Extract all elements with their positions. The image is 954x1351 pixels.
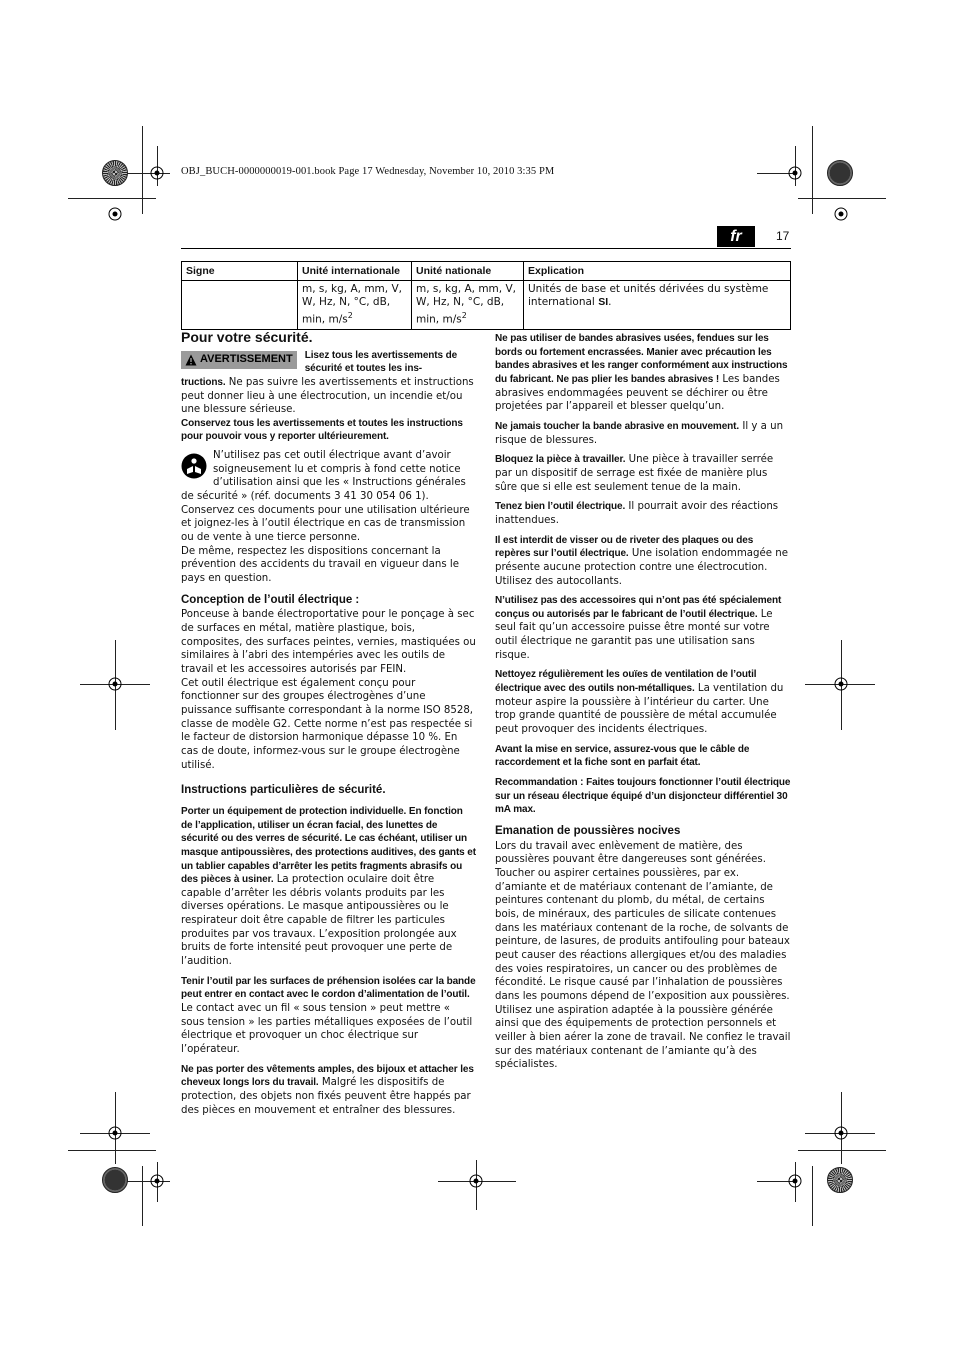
warning-badge bbox=[181, 351, 297, 369]
left-column bbox=[181, 331, 476, 1117]
registration-rosette-icon bbox=[102, 1167, 128, 1193]
registration-rosette-icon bbox=[827, 160, 853, 186]
table-cell-explanation: Unités de base et unités dérivées du système international SI. bbox=[524, 281, 791, 330]
table-row bbox=[182, 281, 791, 330]
table-header-cell: Unité internationale bbox=[298, 262, 412, 281]
paragraph: Tenez bien l’outil électrique. Il pourrait avoir des réactions inattendues. bbox=[495, 501, 779, 526]
paragraph: Toucher ou aspirer certaines poussières, par ex. d’amiante et de matériaux contenant de l’amiante, de peintures contenant du plomb, du métal, de certains bois, de minéraux, des particules de silicate contenues dans les matériaux contenant de la roche, de solvants de peinture, de lasures, de produits antifouling pour bateaux peut causer des réactions allergiques et/ou des maladies des voies respiratoires, un cancer ou des problèmes de fécondité. Le risque causé par l’inhalation de poussières dans les poumons dépend de l’exposition aux poussières. Utilisez une aspiration adaptée à la poussière générée ainsi que des équipements de protection personnels et veiller à bien aérer la zone de travail. Ne confiez le travail sur des matériaux contenant de l’amiante qu’à des spécialistes. bbox=[495, 867, 791, 1071]
paragraph: Il est interdit de visser ou de riveter des plaques ou des repères sur l’outil électrique. Une isolation endommagée ne présente aucune protection contre une électrocution. Utilisez des autocollants. bbox=[495, 534, 788, 587]
paragraph: De même, respectez les dispositions concernant la prévention des accidents du travail en vigueur dans le pays en question. bbox=[181, 545, 459, 585]
crosshair-icon bbox=[784, 1170, 806, 1192]
subheading: Emanation de poussières nocives bbox=[495, 825, 681, 837]
right-column bbox=[495, 332, 791, 1072]
book-header: OBJ_BUCH-0000000019-001.book Page 17 Wednesday, November 10, 2010 3:35 PM bbox=[181, 166, 555, 177]
crosshair-icon bbox=[830, 673, 852, 695]
units-table bbox=[181, 261, 791, 330]
paragraph: Ne jamais toucher la bande abrasive en mouvement. Il y a un risque de blessures. bbox=[495, 420, 784, 446]
warning-text: Lisez tous les avertissements de sécurité et toutes les ins- bbox=[304, 349, 458, 375]
subheading: Conception de l’outil électrique : bbox=[181, 593, 360, 606]
paragraph: Tenir l’outil par les surfaces de préhension isolées car la bande peut entrer en contact avec le cordon d’alimentation de l’outil. Le contact avec un fil « sous tension » peut mettre « sous tension » les parties métalliques exposées de l’outil électrique et provoquer un choc électrique sur l’opérateur. bbox=[181, 975, 476, 1056]
paragraph: Ne pas porter des vêtements amples, des bijoux et attacher les cheveux longs lors du travail. Malgré les dispositifs de protection, des objets non fixés peuvent être happés par des pièces en mouvement et entraîner des blessures. bbox=[181, 1063, 474, 1116]
paragraph: Ne pas utiliser de bandes abrasives usées, fendues sur les bords ou fortement encrassées. Manier avec précaution les bandes abrasives et les ranger conformément aux instructions du fabricant. Ne pas plier les bandes abrasives ! Les bandes abrasives endommagées peuvent se déchirer ou être projetées par l’appareil et blesser quelqu’un. bbox=[495, 333, 788, 413]
warning-label: AVERTISSEMENT bbox=[200, 352, 293, 365]
read-manual-icon bbox=[181, 453, 207, 479]
table-header-row bbox=[182, 262, 791, 281]
subheading: Instructions particulières de sécurité. bbox=[181, 784, 386, 797]
paragraph: Cet outil électrique est également conçu pour fonctionner sur des groupes électrogènes d’une puissance suffisante correspondant à la norme ISO 8528, classe de modèle G2. Cette norme n’est pas respectée si le facteur de distorsion harmonique dépasse 10 %. En cas de doute, informez-vous sur le groupe électrogène utilisé. bbox=[181, 677, 474, 771]
crosshair-icon bbox=[146, 162, 168, 184]
crosshair-icon bbox=[104, 673, 126, 695]
crosshair-icon bbox=[784, 162, 806, 184]
table-header-cell: Unité nationale bbox=[412, 262, 524, 281]
table-cell-national: m, s, kg, A, mm, V, W, Hz, N, °C, dB, min, $m/s^2$ bbox=[412, 281, 524, 330]
crosshair-icon bbox=[104, 1122, 126, 1144]
crosshair-icon bbox=[830, 203, 852, 225]
crosshair-icon bbox=[465, 1170, 487, 1192]
crosshair-icon bbox=[830, 1122, 852, 1144]
crosshair-icon bbox=[146, 1170, 168, 1192]
paragraph: tructions. Ne pas suivre les avertissements et instructions peut donner lieu à une électrocution, un incendie et/ou une blessure sérieuse. bbox=[181, 376, 474, 416]
language-badge: fr bbox=[717, 226, 755, 247]
paragraph: Nettoyez régulièrement les ouïes de ventilation de l’outil électrique avec des outils non-métalliques. La ventilation du moteur aspire la poussière à l’intérieur du carter. Une trop grande quantité de poussière de métal accumulée peut provoquer des incidents électriques. bbox=[495, 669, 784, 736]
paragraph: N’utilisez pas cet outil électrique avant d’avoir soigneusement lu et compris à fond cette notice d’utilisation ainsi que les « Instructions générales de sécurité » (réf. documents 3 41 30 054 06 1). Conservez ces documents pour une utilisation ultérieure et joignez-les à l’outil électrique en cas de transmission ou de vente à une tierce personne. bbox=[181, 450, 470, 544]
warning-block bbox=[181, 349, 476, 376]
paragraph: Ponceuse à bande électroportative pour le ponçage à sec de surfaces en métal, matière plastique, bois, composites, des surfaces peintes, vernies, mastiquées ou similaires à l’abri des intempéries avec les outils de travail et les accessoires autorisés par FEIN. bbox=[181, 609, 476, 675]
table-header-cell: Explication bbox=[524, 262, 791, 281]
table-cell-sign bbox=[182, 281, 298, 330]
paragraph: Porter un équipement de protection individuelle. En fonction de l’application, utiliser un écran facial, des lunettes de sécurité ou des verres de sécurité. Le cas échéant, utiliser un masque antipoussières, des protections auditives, des gants et un tablier capables d’arrêter les petits fragments abrasifs ou des pièces à usiner. La protection oculaire doit être capable d’arrêter les débris volants produits par les diverses opérations. Le masque antipoussières ou le respirateur doit être capable de filtrer les particules produites par vos travaux. L’exposition prolongée aux bruits de forte intensité peut provoquer une perte de l’audition. bbox=[181, 805, 477, 968]
paragraph: Bloquez la pièce à travailler. Une pièce à travailler serrée par un dispositif de serrage est fixée de manière plus sûre que si elle est seulement tenue de la main. bbox=[495, 454, 774, 493]
table-cell-international: m, s, kg, A, mm, V, W, Hz, N, °C, dB, min, $m/s^2$ bbox=[298, 281, 412, 330]
header-rule bbox=[181, 248, 791, 249]
registration-rosette-icon bbox=[827, 1167, 853, 1193]
paragraph: Recommandation : Faites toujours fonctionner l’outil électrique sur un réseau électrique équipé d’un disjoncteur différentiel 30 mA max. bbox=[495, 777, 791, 816]
paragraph: N’utilisez pas des accessoires qui n’ont pas été spécialement conçus ou autorisés par le fabricant de l’outil électrique. Le seul fait qu’un accessoire puisse être monté sur votre outil électrique ne garantit pas une utilisation sans risque. bbox=[495, 595, 782, 661]
page-number: 17 bbox=[776, 229, 790, 243]
registration-rosette-icon bbox=[102, 160, 128, 186]
table-header-cell: Signe bbox=[182, 262, 298, 281]
section-title: Pour votre sécurité. bbox=[181, 329, 313, 345]
crosshair-icon bbox=[104, 203, 126, 225]
paragraph: Lors du travail avec enlèvement de matière, des poussières pouvant être dangereuses sont générées. bbox=[495, 840, 766, 866]
paragraph: Avant la mise en service, assurez-vous que le câble de raccordement et la fiche sont en parfait état. bbox=[495, 743, 750, 769]
warning-triangle-icon bbox=[185, 354, 197, 366]
paragraph: Conservez tous les avertissements et toutes les instructions pour pouvoir vous y reporter ultérieurement. bbox=[181, 417, 463, 443]
